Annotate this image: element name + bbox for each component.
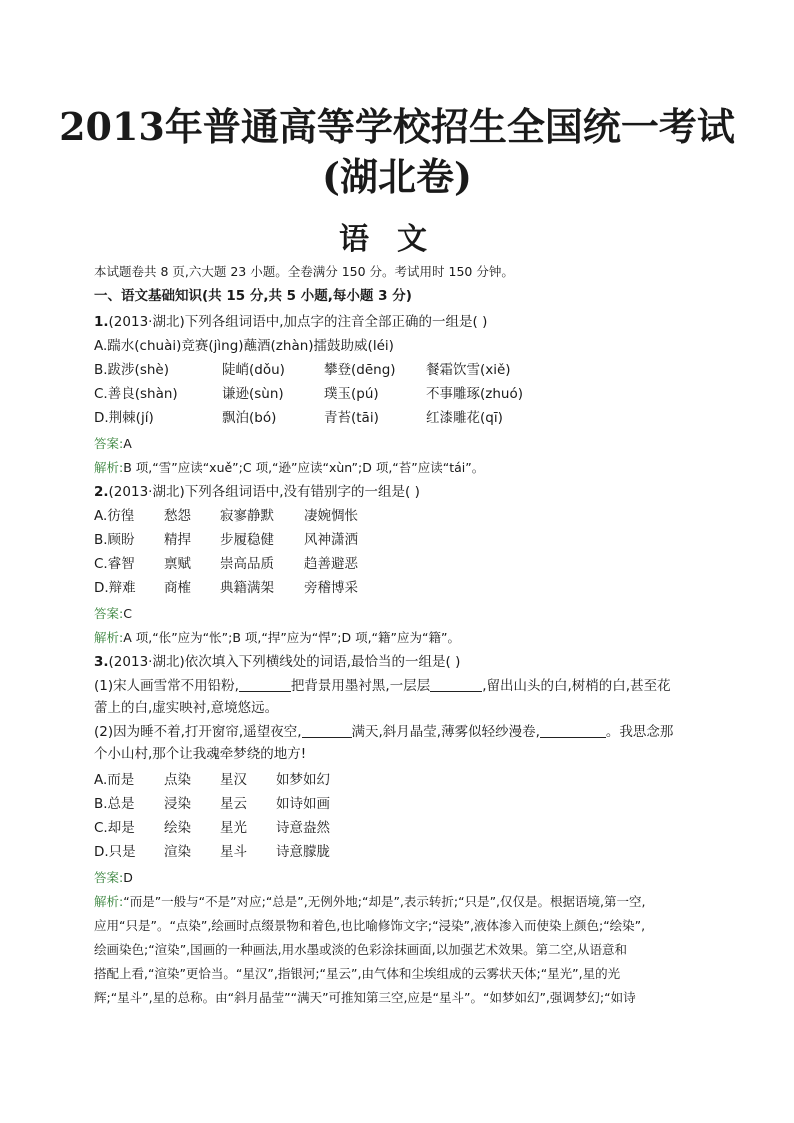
q3-c-1: C.却是 bbox=[94, 820, 135, 836]
q2-c-1: C.睿智 bbox=[94, 556, 135, 572]
q1-option-a: A.踹水(chuài)竞赛(jìng)蘸酒(zhàn)擂鼓助威(léi) bbox=[94, 338, 394, 354]
q3-c-3: 星光 bbox=[220, 820, 247, 836]
q2-source: (2013·湖北) bbox=[108, 484, 185, 500]
q3-analysis-line-3: 绘画染色;“渲染”,国画的一种画法,用水墨或淡的色彩涂抹画面,以加强艺术效果。第二空,从语意和 bbox=[94, 942, 628, 957]
q2-b-3: 步履稳健 bbox=[220, 532, 274, 548]
q2-a-2: 愁怨 bbox=[164, 508, 191, 524]
q3-a-2: 点染 bbox=[164, 772, 191, 788]
q3-passage1-line2: 蕾上的白,虚实映衬,意境悠远。 bbox=[94, 700, 279, 716]
q3-option-d bbox=[94, 842, 330, 862]
q1-c-1: C.善良(shàn) bbox=[94, 386, 178, 402]
q2-c-2: 禀赋 bbox=[164, 556, 191, 572]
q2-option-b bbox=[94, 530, 358, 550]
q3-c-4: 诗意盎然 bbox=[276, 820, 330, 836]
q3-p2-c: 。我思念那 bbox=[605, 724, 674, 740]
q1-answer bbox=[94, 434, 132, 454]
q3-b-2: 浸染 bbox=[164, 796, 191, 812]
q3-passage2-line2: 个小山村,那个让我魂牵梦绕的地方! bbox=[94, 746, 307, 762]
answer-label: 答案: bbox=[94, 870, 124, 885]
analysis-label: 解析: bbox=[94, 894, 124, 909]
q2-option-d bbox=[94, 578, 358, 598]
analysis-label: 解析: bbox=[94, 460, 124, 475]
q2-d-1: D.辩难 bbox=[94, 580, 136, 596]
q1-stem-text: 下列各组词语中,加点字的注音全部正确的一组是( ) bbox=[184, 314, 488, 330]
q1-option-c bbox=[94, 384, 523, 404]
q1-d-1: D.荆棘(jí) bbox=[94, 410, 154, 426]
q3-source: (2013·湖北) bbox=[108, 654, 185, 670]
q1-b-3: 攀登(dēng) bbox=[324, 362, 396, 378]
subject-heading: 语文 bbox=[339, 222, 455, 257]
q1-analysis bbox=[94, 458, 484, 478]
q2-analysis bbox=[94, 628, 460, 648]
q2-option-c bbox=[94, 554, 358, 574]
q3-number: 3. bbox=[94, 654, 109, 670]
q1-b-1: B.跋涉(shè) bbox=[94, 362, 169, 378]
analysis-label: 解析: bbox=[94, 630, 124, 645]
q3-a-3: 星汉 bbox=[220, 772, 247, 788]
q3-passage1-line1 bbox=[94, 676, 671, 696]
q3-option-b bbox=[94, 794, 330, 814]
q3-p1-b: 把背景用墨衬黑,一层层 bbox=[290, 678, 431, 694]
q1-analysis-text: B 项,“雪”应读“xuě”;C 项,“逊”应读“xùn”;D 项,“苔”应读“tái”。 bbox=[123, 460, 485, 475]
q3-passage2-line1 bbox=[94, 722, 673, 742]
q1-d-2: 飘泊(bó) bbox=[222, 410, 277, 426]
section-heading: 一、语文基础知识(共 15 分,共 5 小题,每小题 3 分) bbox=[94, 288, 412, 304]
q3-option-a bbox=[94, 770, 330, 790]
q3-stem-text: 依次填入下列横线处的词语,最恰当的一组是( ) bbox=[184, 654, 461, 670]
q3-d-4: 诗意朦胧 bbox=[276, 844, 330, 860]
q3-analysis-line-2: 应用“只是”。“点染”,绘画时点缀景物和着色,也比喻修饰文字;“浸染”,液体渗入而使染上颜色;“绘染”, bbox=[94, 918, 646, 933]
q2-answer bbox=[94, 604, 132, 624]
q1-d-4: 红漆雕花(qī) bbox=[426, 410, 503, 426]
q2-b-4: 风神潇洒 bbox=[304, 532, 358, 548]
q2-a-1: A.彷徨 bbox=[94, 508, 135, 524]
q1-stem bbox=[94, 312, 487, 332]
q1-option-d bbox=[94, 408, 503, 428]
q2-stem-text: 下列各组词语中,没有错别字的一组是( ) bbox=[184, 484, 420, 500]
q3-a-4: 如梦如幻 bbox=[276, 772, 330, 788]
q3-p1-a: (1)宋人画雪常不用铅粉, bbox=[94, 678, 239, 694]
q3-b-4: 如诗如画 bbox=[276, 796, 330, 812]
q2-a-3: 寂寥静默 bbox=[220, 508, 274, 524]
q3-analysis-line-1 bbox=[94, 892, 645, 912]
q3-b-3: 星云 bbox=[220, 796, 247, 812]
q1-number: 1. bbox=[94, 314, 109, 330]
q3-analysis-text-1: “而是”一般与“不是”对应;“总是”,无例外地;“却是”,表示转折;“只是”,仅仅是。根据语境,第一空, bbox=[123, 894, 646, 909]
q3-d-2: 渲染 bbox=[164, 844, 191, 860]
q1-b-4: 餐霜饮雪(xiě) bbox=[426, 362, 511, 378]
q2-number: 2. bbox=[94, 484, 109, 500]
q3-c-2: 绘染 bbox=[164, 820, 191, 836]
q3-stem bbox=[94, 652, 460, 672]
exam-subtitle: (湖北卷) bbox=[322, 154, 472, 199]
exam-intro: 本试题卷共 8 页,六大题 23 小题。全卷满分 150 分。考试用时 150 分钟。 bbox=[94, 264, 514, 279]
q2-analysis-text: A 项,“伥”应为“怅”;B 项,“捍”应为“悍”;D 项,“籍”应为“籍”。 bbox=[123, 630, 460, 645]
q3-p1-c: ,留出山头的白,树梢的白,甚至花 bbox=[482, 678, 671, 694]
q2-stem bbox=[94, 482, 420, 502]
q3-b-1: B.总是 bbox=[94, 796, 135, 812]
q2-d-2: 商榷 bbox=[164, 580, 191, 596]
q1-source: (2013·湖北) bbox=[108, 314, 185, 330]
q2-d-4: 旁稽博采 bbox=[304, 580, 358, 596]
q1-c-4: 不事雕琢(zhuó) bbox=[426, 386, 523, 402]
q2-b-2: 精捍 bbox=[164, 532, 191, 548]
q3-p2-b: 满天,斜月晶莹,薄雾似轻纱漫卷, bbox=[351, 724, 540, 740]
q3-answer bbox=[94, 868, 133, 888]
q2-c-4: 趋善避恶 bbox=[304, 556, 358, 572]
q2-answer-value: C bbox=[123, 606, 132, 621]
q2-a-4: 凄婉惆怅 bbox=[304, 508, 358, 524]
q2-option-a bbox=[94, 506, 358, 526]
q3-d-3: 星斗 bbox=[220, 844, 247, 860]
q3-analysis-line-4: 搭配上看,“渲染”更恰当。“星汉”,指银河;“星云”,由气体和尘埃组成的云雾状天体;“星光”,星的光 bbox=[94, 966, 621, 981]
q1-d-3: 青苔(tāi) bbox=[324, 410, 379, 426]
q3-answer-value: D bbox=[123, 870, 133, 885]
q1-b-2: 陡峭(dǒu) bbox=[222, 362, 285, 378]
q2-c-3: 崇高品质 bbox=[220, 556, 274, 572]
q1-answer-value: A bbox=[123, 436, 132, 451]
q2-d-3: 典籍满架 bbox=[220, 580, 274, 596]
q3-blank-4 bbox=[540, 723, 606, 738]
answer-label: 答案: bbox=[94, 606, 124, 621]
q3-blank-2 bbox=[430, 677, 482, 692]
q2-b-1: B.顾盼 bbox=[94, 532, 135, 548]
exam-title: 2013年普通高等学校招生全国统一考试 bbox=[59, 104, 735, 149]
q1-c-2: 谦逊(sùn) bbox=[222, 386, 284, 402]
q1-option-b bbox=[94, 360, 511, 380]
answer-label: 答案: bbox=[94, 436, 124, 451]
q3-blank-3 bbox=[302, 723, 352, 738]
q3-a-1: A.而是 bbox=[94, 772, 135, 788]
q3-blank-1 bbox=[239, 677, 291, 692]
q3-analysis-line-5: 辉;“星斗”,星的总称。由“斜月晶莹”“满天”可推知第三空,应是“星斗”。“如梦如幻”,强调梦幻;“如诗 bbox=[94, 990, 636, 1005]
q3-d-1: D.只是 bbox=[94, 844, 136, 860]
q3-p2-a: (2)因为睡不着,打开窗帘,遥望夜空, bbox=[94, 724, 302, 740]
q1-c-3: 璞玉(pú) bbox=[324, 386, 379, 402]
q3-option-c bbox=[94, 818, 330, 838]
